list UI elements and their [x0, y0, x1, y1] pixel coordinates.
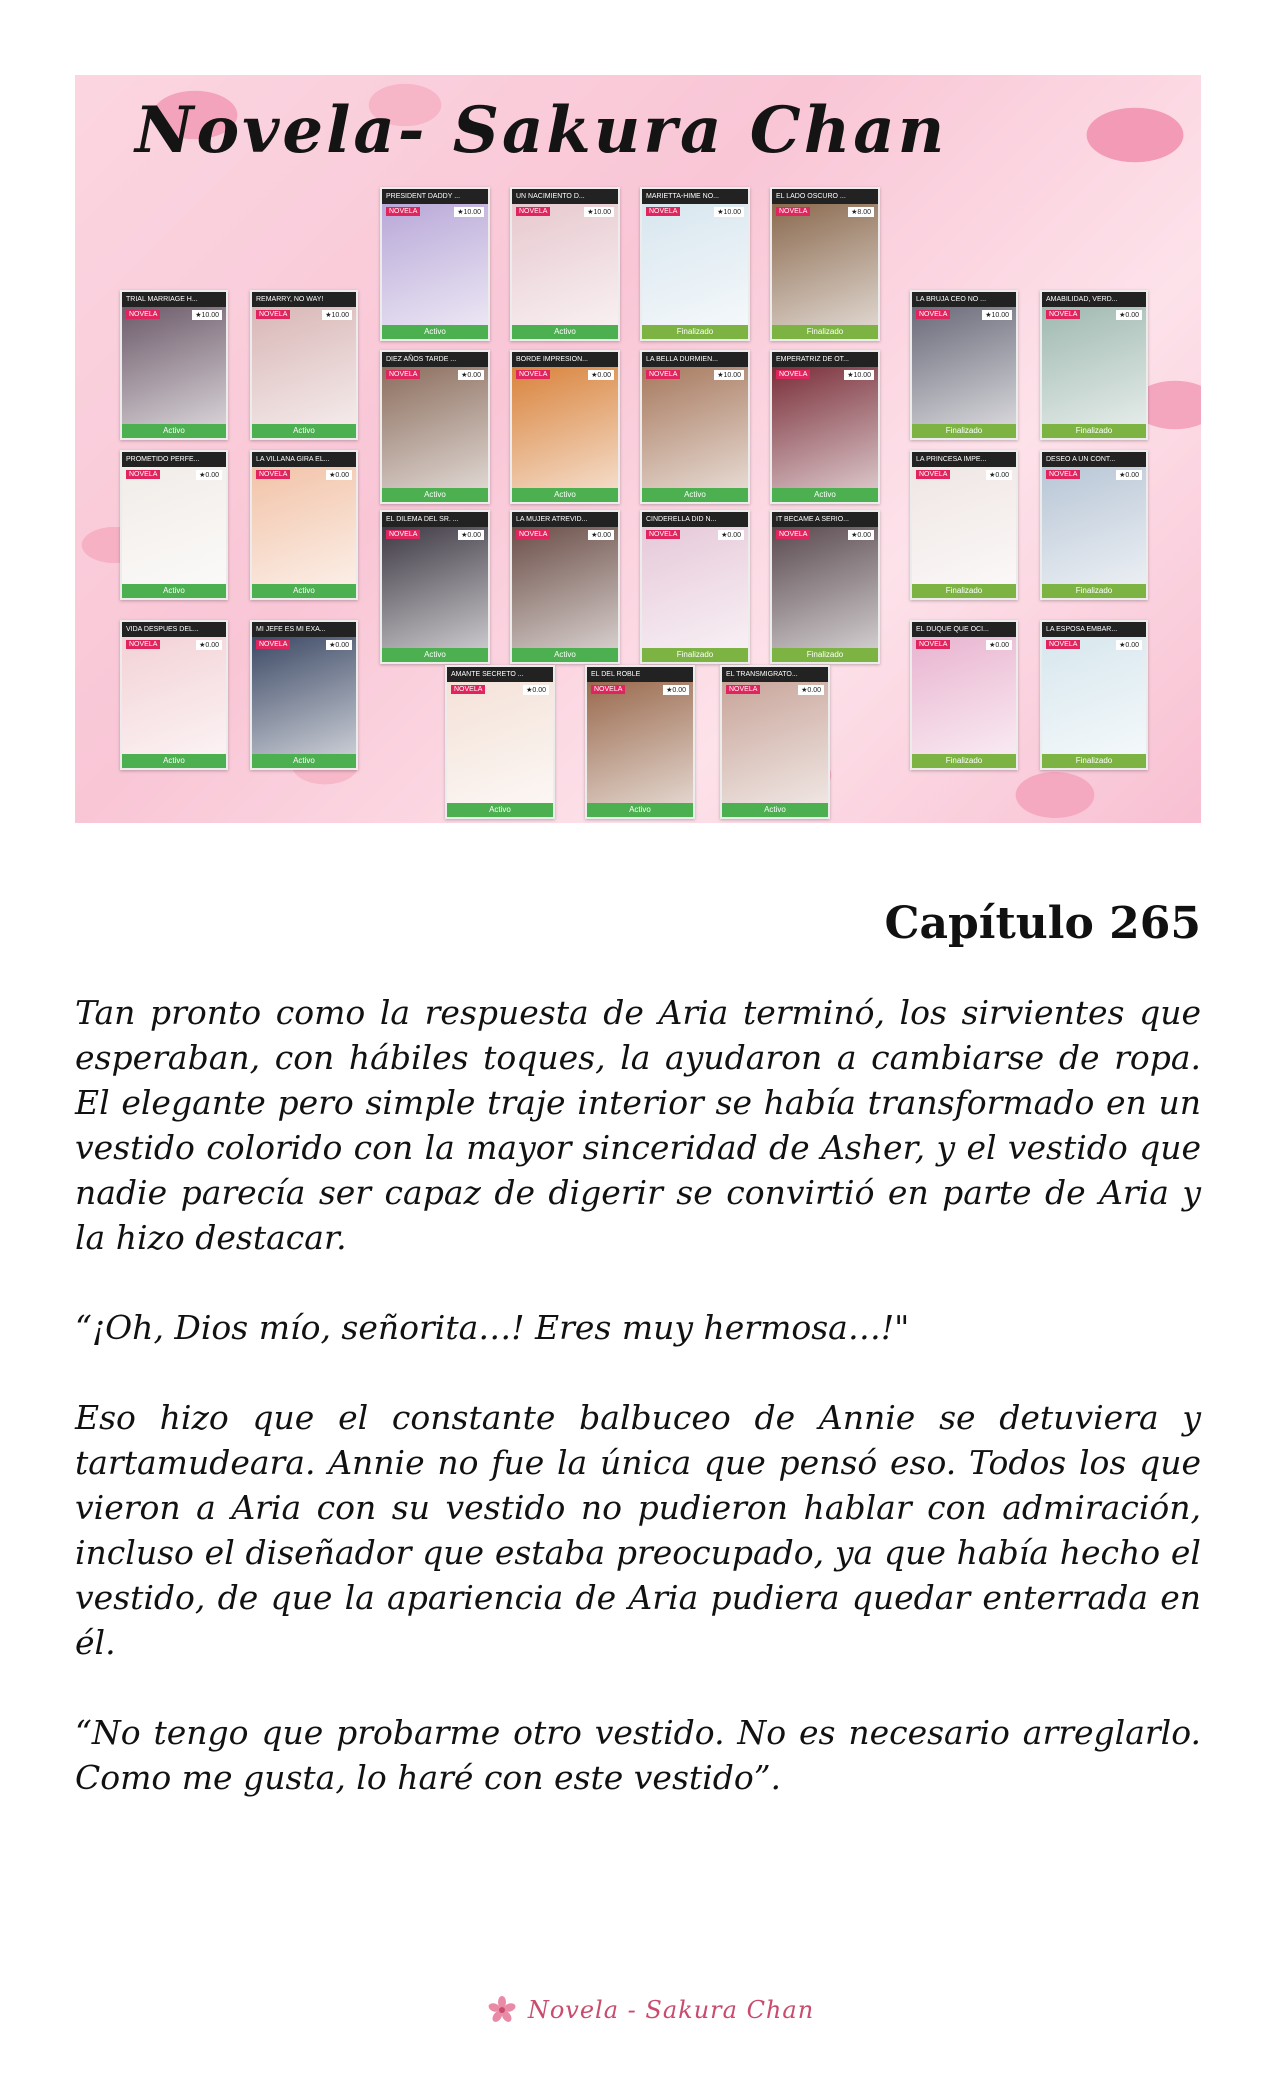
cover-status: Activo [512, 488, 618, 502]
chapter-content [75, 990, 1201, 1845]
cover-title: VIDA DESPUES DEL... [122, 622, 226, 637]
cover-art [1042, 637, 1146, 754]
cover-score: ★0.00 [458, 530, 484, 540]
cover-status: Activo [382, 488, 488, 502]
cover-tag: NOVELA [916, 310, 950, 319]
cover-score: ★0.00 [326, 640, 352, 650]
novel-cover[interactable] [640, 350, 750, 504]
cover-status: Activo [252, 754, 356, 768]
cover-art [772, 527, 878, 648]
paragraph: “No tengo que probarme otro vestido. No es necesario arreglarlo. Como me gusta, lo haré con este vestido”. [75, 1713, 1201, 1797]
cover-title: MI JEFE ES MI EXA... [252, 622, 356, 637]
cover-title: PROMETIDO PERFE... [122, 452, 226, 467]
cover-title: REMARRY, NO WAY! [252, 292, 356, 307]
cover-score: ★10.00 [844, 370, 874, 380]
novel-cover[interactable] [120, 450, 228, 600]
cover-title: EL LADO OSCURO ... [772, 189, 878, 204]
novel-cover[interactable] [585, 665, 695, 819]
footer-text: Novela - Sakura Chan [527, 1996, 815, 2024]
novel-cover[interactable] [1040, 620, 1148, 770]
novel-cover[interactable] [770, 350, 880, 504]
novel-cover[interactable] [380, 187, 490, 341]
novel-cover[interactable] [250, 450, 358, 600]
cover-tag: NOVELA [516, 530, 550, 539]
cover-title: LA ESPOSA EMBAR... [1042, 622, 1146, 637]
paragraph: “¡Oh, Dios mío, señorita…! Eres muy hermosa…!" [75, 1308, 910, 1347]
cover-score: ★0.00 [718, 530, 744, 540]
cover-tag: NOVELA [256, 640, 290, 649]
cover-status: Activo [772, 488, 878, 502]
cover-status: Activo [642, 488, 748, 502]
cover-tag: NOVELA [776, 207, 810, 216]
novel-cover[interactable] [510, 510, 620, 664]
cover-score: ★8.00 [848, 207, 874, 217]
cover-art [1042, 467, 1146, 584]
cover-score: ★10.00 [322, 310, 352, 320]
cover-art [122, 307, 226, 424]
cover-score: ★0.00 [196, 640, 222, 650]
cover-art [252, 307, 356, 424]
novel-cover[interactable] [120, 290, 228, 440]
cover-score: ★10.00 [584, 207, 614, 217]
novel-cover[interactable] [910, 290, 1018, 440]
cover-score: ★0.00 [1116, 310, 1142, 320]
cover-art [512, 367, 618, 488]
cover-art [642, 527, 748, 648]
cover-title: IT BECAME A SERIO... [772, 512, 878, 527]
cover-art [382, 204, 488, 325]
cover-tag: NOVELA [776, 370, 810, 379]
novel-cover[interactable] [120, 620, 228, 770]
cover-score: ★0.00 [986, 640, 1012, 650]
cover-status: Activo [722, 803, 828, 817]
cover-title: CINDERELLA DID N... [642, 512, 748, 527]
cover-title: DESEO A UN CONT... [1042, 452, 1146, 467]
cover-tag: NOVELA [256, 470, 290, 479]
cover-title: LA VILLANA GIRA EL... [252, 452, 356, 467]
cover-score: ★10.00 [714, 207, 744, 217]
cover-art [912, 467, 1016, 584]
cover-status: Activo [122, 584, 226, 598]
cover-title: PRESIDENT DADDY ... [382, 189, 488, 204]
cover-tag: NOVELA [386, 530, 420, 539]
cover-status: Activo [122, 424, 226, 438]
cover-score: ★0.00 [663, 685, 689, 695]
cover-status: Activo [512, 648, 618, 662]
cover-tag: NOVELA [1046, 470, 1080, 479]
cover-score: ★10.00 [454, 207, 484, 217]
cover-status: Finalizado [772, 648, 878, 662]
cover-art [912, 637, 1016, 754]
cover-tag: NOVELA [126, 310, 160, 319]
cover-status: Finalizado [1042, 584, 1146, 598]
cover-tag: NOVELA [1046, 310, 1080, 319]
cover-title: MARIETTA-HIME NO... [642, 189, 748, 204]
sakura-flower-icon [486, 1994, 518, 2026]
novel-cover[interactable] [640, 187, 750, 341]
novel-cover[interactable] [640, 510, 750, 664]
paragraph: Tan pronto como la respuesta de Aria terminó, los sirvientes que esperaban, con hábiles toques, la ayudaron a cambiarse de ropa. El elegante pero simple traje interior se había transformado en un vestido colorido con la mayor sinceridad de Asher, y el vestido que nadie parecía ser capaz de digerir se convirtió en parte de Aria y la hizo destacar. [75, 993, 1201, 1257]
cover-score: ★0.00 [588, 370, 614, 380]
cover-status: Activo [587, 803, 693, 817]
novel-cover[interactable] [250, 620, 358, 770]
banner-title: Novela- Sakura Chan [135, 93, 948, 168]
cover-status: Finalizado [642, 325, 748, 339]
cover-art [447, 682, 553, 803]
header-banner [75, 75, 1201, 823]
cover-art [642, 367, 748, 488]
novel-cover[interactable] [910, 450, 1018, 600]
cover-score: ★0.00 [798, 685, 824, 695]
cover-art [122, 467, 226, 584]
cover-art [722, 682, 828, 803]
novel-cover[interactable] [1040, 450, 1148, 600]
cover-status: Finalizado [772, 325, 878, 339]
cover-tag: NOVELA [386, 207, 420, 216]
cover-art [382, 367, 488, 488]
cover-tag: NOVELA [516, 207, 550, 216]
cover-score: ★0.00 [986, 470, 1012, 480]
cover-art [912, 307, 1016, 424]
cover-tag: NOVELA [646, 370, 680, 379]
cover-tag: NOVELA [916, 470, 950, 479]
cover-status: Activo [447, 803, 553, 817]
novel-cover[interactable] [1040, 290, 1148, 440]
chapter-title: Capítulo 265 [884, 898, 1201, 949]
novel-cover[interactable] [445, 665, 555, 819]
cover-art [772, 367, 878, 488]
cover-art [382, 527, 488, 648]
novel-cover[interactable] [380, 350, 490, 504]
cover-tag: NOVELA [646, 530, 680, 539]
cover-tag: NOVELA [916, 640, 950, 649]
cover-score: ★0.00 [458, 370, 484, 380]
cover-score: ★10.00 [714, 370, 744, 380]
cover-tag: NOVELA [591, 685, 625, 694]
cover-tag: NOVELA [126, 470, 160, 479]
cover-title: EMPERATRIZ DE OT... [772, 352, 878, 367]
cover-title: DIEZ AÑOS TARDE ... [382, 352, 488, 367]
cover-tag: NOVELA [256, 310, 290, 319]
novel-cover[interactable] [250, 290, 358, 440]
cover-title: AMABILIDAD, VERD... [1042, 292, 1146, 307]
cover-title: EL DEL ROBLE [587, 667, 693, 682]
novel-cover[interactable] [910, 620, 1018, 770]
cover-title: EL DILEMA DEL SR. ... [382, 512, 488, 527]
novel-cover[interactable] [720, 665, 830, 819]
cover-status: Activo [252, 584, 356, 598]
cover-title: BORDE IMPRESION... [512, 352, 618, 367]
cover-status: Activo [382, 648, 488, 662]
cover-status: Finalizado [642, 648, 748, 662]
footer-watermark [460, 1988, 840, 2032]
cover-status: Finalizado [912, 584, 1016, 598]
cover-score: ★0.00 [523, 685, 549, 695]
cover-status: Finalizado [1042, 424, 1146, 438]
cover-tag: NOVELA [516, 370, 550, 379]
cover-score: ★10.00 [982, 310, 1012, 320]
cover-art [1042, 307, 1146, 424]
cover-score: ★10.00 [192, 310, 222, 320]
cover-title: TRIAL MARRIAGE H... [122, 292, 226, 307]
cover-tag: NOVELA [726, 685, 760, 694]
cover-title: LA BRUJA CEO NO ... [912, 292, 1016, 307]
cover-title: LA MUJER ATREVID... [512, 512, 618, 527]
cover-status: Activo [252, 424, 356, 438]
paragraph: Eso hizo que el constante balbuceo de Annie se detuviera y tartamudeara. Annie no fue la única que pensó eso. Todos los que vieron a Aria con su vestido no pudieron hablar con admiración, incluso el diseñador que estaba preocupado, ya que había hecho el vestido, de que la apariencia de Aria pudiera quedar enterrada en él. [75, 1398, 1201, 1662]
cover-art [642, 204, 748, 325]
cover-title: UN NACIMIENTO D... [512, 189, 618, 204]
cover-status: Finalizado [912, 424, 1016, 438]
novel-cover[interactable] [380, 510, 490, 664]
cover-status: Activo [512, 325, 618, 339]
cover-title: LA PRINCESA IMPE... [912, 452, 1016, 467]
cover-art [587, 682, 693, 803]
cover-art [252, 637, 356, 754]
cover-score: ★0.00 [1116, 640, 1142, 650]
cover-tag: NOVELA [451, 685, 485, 694]
cover-score: ★0.00 [588, 530, 614, 540]
cover-tag: NOVELA [646, 207, 680, 216]
cover-score: ★0.00 [196, 470, 222, 480]
cover-art [772, 204, 878, 325]
cover-score: ★0.00 [326, 470, 352, 480]
cover-tag: NOVELA [126, 640, 160, 649]
cover-tag: NOVELA [776, 530, 810, 539]
cover-status: Finalizado [912, 754, 1016, 768]
cover-title: EL DUQUE QUE OCI... [912, 622, 1016, 637]
cover-art [122, 637, 226, 754]
cover-status: Activo [122, 754, 226, 768]
novel-cover[interactable] [510, 350, 620, 504]
cover-title: EL TRANSMIGRATO... [722, 667, 828, 682]
cover-score: ★0.00 [848, 530, 874, 540]
cover-score: ★0.00 [1116, 470, 1142, 480]
cover-status: Activo [382, 325, 488, 339]
cover-tag: NOVELA [1046, 640, 1080, 649]
cover-title: AMANTE SECRETO ... [447, 667, 553, 682]
cover-tag: NOVELA [386, 370, 420, 379]
novel-cover[interactable] [770, 510, 880, 664]
cover-status: Finalizado [1042, 754, 1146, 768]
novel-cover[interactable] [510, 187, 620, 341]
cover-art [252, 467, 356, 584]
cover-art [512, 527, 618, 648]
cover-art [512, 204, 618, 325]
cover-title: LA BELLA DURMIEN... [642, 352, 748, 367]
novel-cover[interactable] [770, 187, 880, 341]
